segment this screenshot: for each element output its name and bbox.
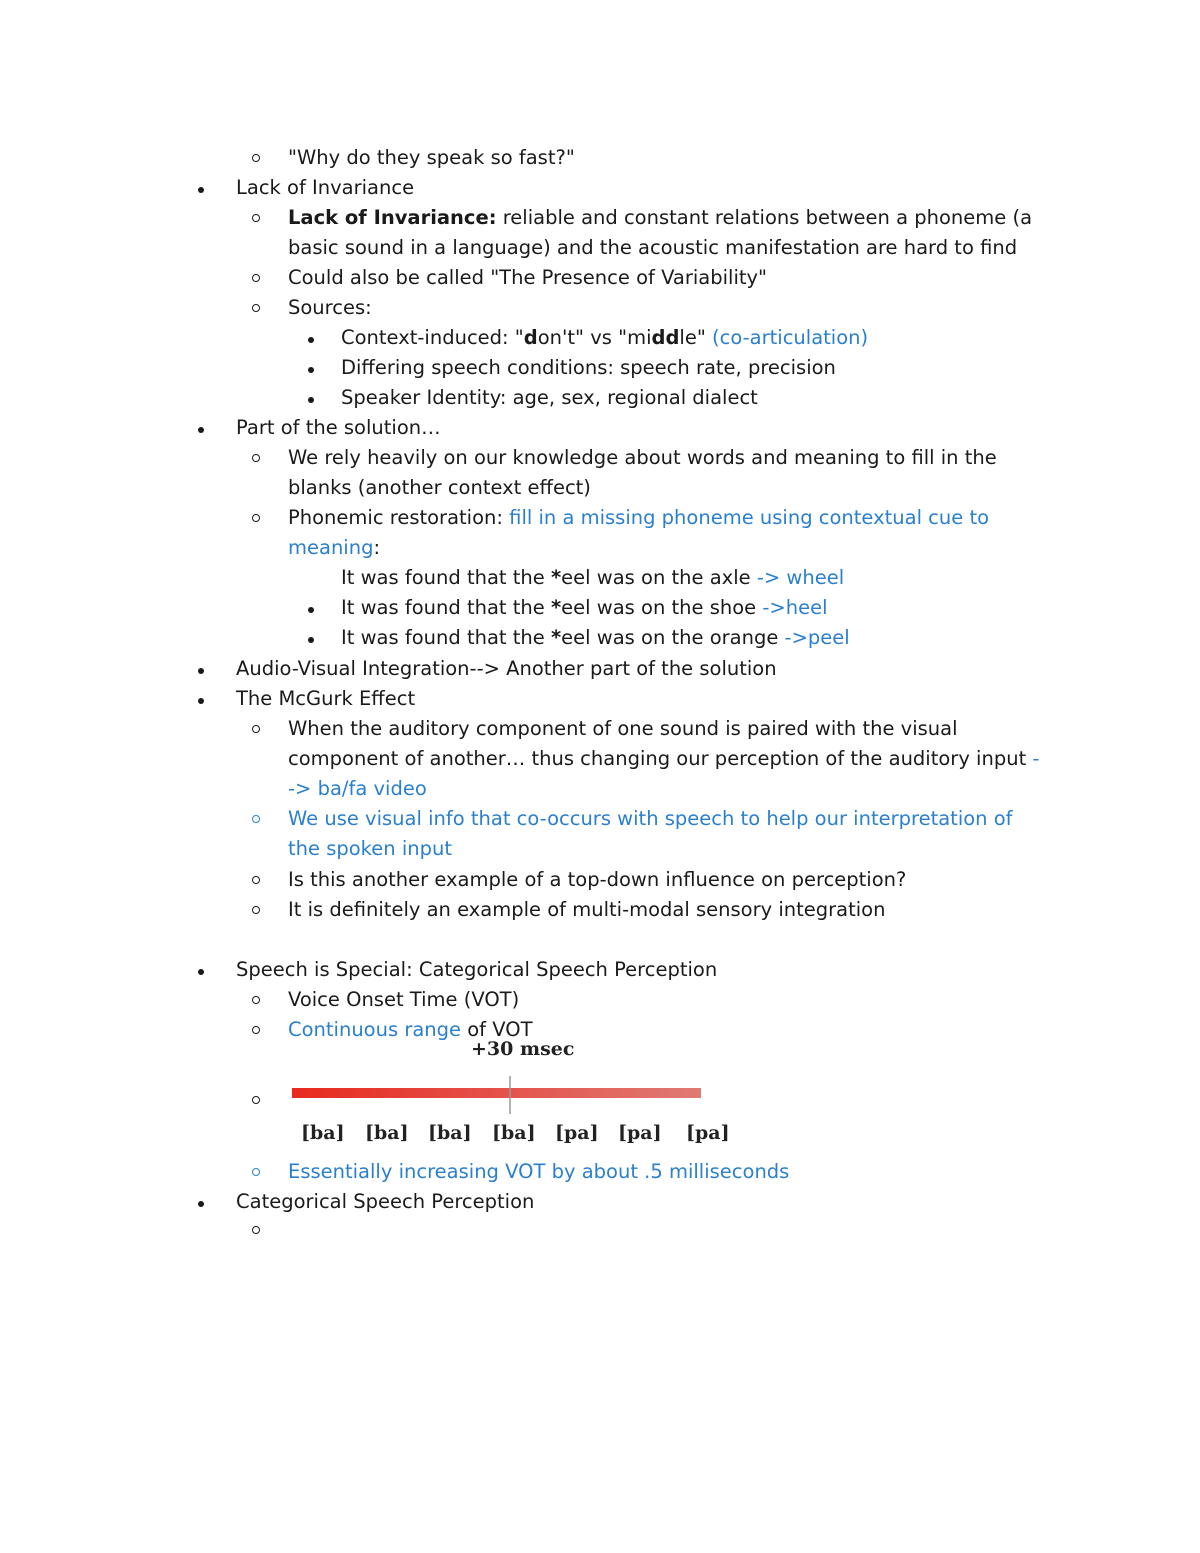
ex-prefix: It was found that the xyxy=(341,596,551,619)
when-line2 xyxy=(288,744,1039,774)
ex1-text: eel was on the axle xyxy=(561,566,757,589)
ex2-answer: ->heel xyxy=(762,596,828,619)
bullet-circle xyxy=(252,503,260,533)
bullet-circle xyxy=(252,865,260,895)
marker-label: +30 msec xyxy=(471,1038,575,1060)
phonemic-line2 xyxy=(288,533,380,563)
bullet-disc xyxy=(198,173,204,203)
continuous-range: Continuous range xyxy=(288,1018,462,1041)
av-heading: Audio-Visual Integration--> Another part of the solution xyxy=(236,657,777,680)
bullet-circle xyxy=(252,804,260,834)
visual-line2: the spoken input xyxy=(288,837,452,860)
rely-line1: We rely heavily on our knowledge about words and meaning to fill in the xyxy=(288,446,997,469)
bullet-circle xyxy=(252,203,260,233)
ex-star: * xyxy=(550,626,562,649)
bullet-circle xyxy=(252,1015,260,1045)
special-b: Categorical Speech Perception xyxy=(418,958,718,981)
lack-definition-line1 xyxy=(288,203,1032,233)
speaker-text: Speaker Identity: age, sex, regional dialect xyxy=(341,386,758,409)
example-2 xyxy=(341,593,828,623)
bullet-circle xyxy=(252,895,260,925)
special-heading xyxy=(236,955,717,985)
lack-definition-line2: basic sound in a language) and the acoustic manifestation are hard to find xyxy=(288,236,1018,259)
coarticulation-note: (co-articulation) xyxy=(712,326,869,349)
bullet-circle xyxy=(252,293,260,323)
vot-figure xyxy=(285,1038,735,1158)
ctx-b: d xyxy=(523,326,538,349)
bullet-square xyxy=(308,623,314,653)
lack-term: Lack of Invariance: xyxy=(288,206,497,229)
ctx-a: Context-induced: " xyxy=(341,326,524,349)
categorical-heading: Categorical Speech Perception xyxy=(236,1190,535,1213)
when-dash: - xyxy=(1032,747,1040,770)
why-fast-text: "Why do they speak so fast?" xyxy=(288,146,575,169)
lack-def-text: reliable and constant relations between a phoneme (a xyxy=(496,206,1033,229)
context-induced-text xyxy=(341,323,868,353)
ctx-e: le" xyxy=(679,326,713,349)
visual-line1: We use visual info that co-occurs with speech to help our interpretation of xyxy=(288,807,1013,830)
bullet-circle xyxy=(252,1085,260,1115)
differing-text: Differing speech conditions: speech rate, precision xyxy=(341,356,836,379)
bullet-circle xyxy=(252,1157,260,1187)
ctx-c: on't" vs "mi xyxy=(537,326,652,349)
phonemic-meaning: meaning xyxy=(288,536,374,559)
ex-prefix: It was found that the xyxy=(341,626,551,649)
bullet-square xyxy=(308,593,314,623)
sources-text: Sources: xyxy=(288,296,372,319)
bullet-square xyxy=(308,353,314,383)
when-text: component of another… thus changing our perception of the auditory input xyxy=(288,747,1033,770)
multimodal-text: It is definitely an example of multi-modal sensory integration xyxy=(288,898,886,921)
ex1-answer: -> wheel xyxy=(756,566,845,589)
bullet-disc xyxy=(198,413,204,443)
ex-prefix: It was found that the xyxy=(341,566,551,589)
when-line1: When the auditory component of one sound is paired with the visual xyxy=(288,717,958,740)
bullet-circle xyxy=(252,443,260,473)
syllable-label: [ba] xyxy=(492,1122,536,1144)
bullet-circle xyxy=(252,714,260,744)
bullet-square xyxy=(308,383,314,413)
bullet-disc xyxy=(198,955,204,985)
syllable-label: [ba] xyxy=(428,1122,472,1144)
bullet-circle xyxy=(252,263,260,293)
ex3-answer: ->peel xyxy=(784,626,850,649)
example-3 xyxy=(341,623,850,653)
phonemic-term: Phonemic restoration: xyxy=(288,506,510,529)
ex2-text: eel was on the shoe xyxy=(561,596,763,619)
mcgurk-heading: The McGurk Effect xyxy=(236,687,416,710)
when-line3: -> ba/fa video xyxy=(288,777,427,800)
phonemic-definition: fill in a missing phoneme using contextual cue to xyxy=(509,506,990,529)
essentially-text: Essentially increasing VOT by about .5 milliseconds xyxy=(288,1160,790,1183)
bullet-disc xyxy=(198,654,204,684)
bullet-circle xyxy=(252,985,260,1015)
vot-continuum-bar xyxy=(292,1088,701,1098)
presence-text: Could also be called "The Presence of Variability" xyxy=(288,266,768,289)
bullet-disc xyxy=(198,1187,204,1217)
example-1 xyxy=(341,563,844,593)
vot-text: Voice Onset Time (VOT) xyxy=(288,988,520,1011)
syllable-label: [ba] xyxy=(365,1122,409,1144)
ex3-text: eel was on the orange xyxy=(561,626,785,649)
phonemic-line1 xyxy=(288,503,989,533)
of-vot: of VOT xyxy=(461,1018,533,1041)
phonemic-colon: : xyxy=(373,536,381,559)
bullet-disc xyxy=(198,684,204,714)
syllable-label: [pa] xyxy=(618,1122,662,1144)
special-a: Speech is Special: xyxy=(236,958,419,981)
topdown-text: Is this another example of a top-down influence on perception? xyxy=(288,868,907,891)
rely-line2: blanks (another context effect) xyxy=(288,476,591,499)
lack-heading: Lack of Invariance xyxy=(236,176,415,199)
solution-heading: Part of the solution… xyxy=(236,416,441,439)
bullet-square xyxy=(308,323,314,353)
syllable-label: [pa] xyxy=(686,1122,730,1144)
ctx-d: dd xyxy=(651,326,680,349)
syllable-label: [pa] xyxy=(555,1122,599,1144)
ex-star: * xyxy=(550,566,562,589)
bullet-circle xyxy=(252,1215,260,1245)
syllable-label: [ba] xyxy=(301,1122,345,1144)
bullet-circle xyxy=(252,143,260,173)
ex-star: * xyxy=(550,596,562,619)
